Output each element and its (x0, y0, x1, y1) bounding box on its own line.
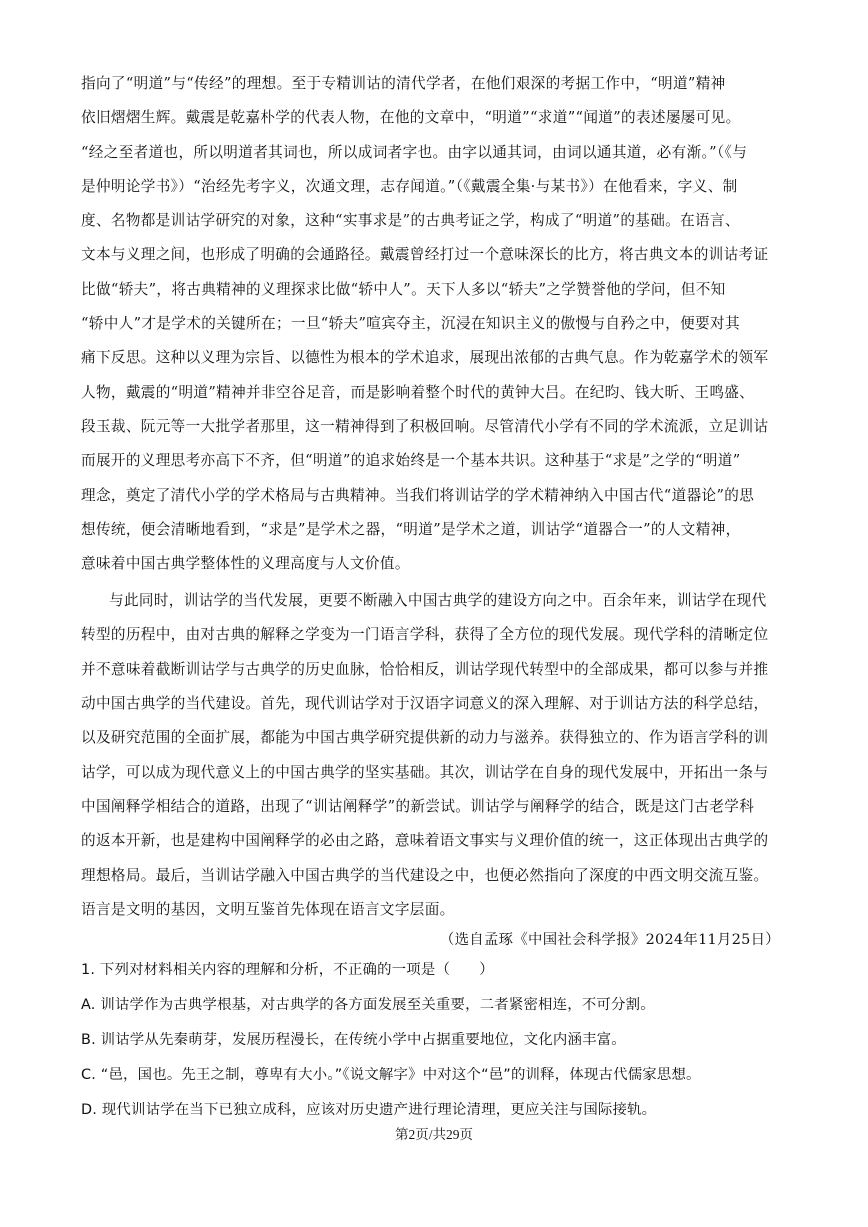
body-line: 比做“轿夫”，将古典精神的义理探求比做“轿中人”。天下人多以“轿夫”之学赞誉他的学问，但不知 (81, 281, 726, 298)
source-citation: （选自孟琢《中国社会科学报》2024年11月25日） (439, 932, 780, 948)
body-line: 动中国古典学的当代建设。首先，现代训诂学对于汉语字词意义的深入理解、对于训诂方法的科学总结， (81, 695, 769, 712)
body-line: 转型的历程中，由对古典的解释之学变为一门语言学科，获得了全方位的现代发展。现代学科的清晰定位 (81, 626, 769, 643)
body-line: 理念，奠定了清代小学的学术格局与古典精神。当我们将训诂学的学术精神纳入中国古代“道器论”的思 (81, 487, 755, 504)
option-b: B. 训诂学从先秦萌芽，发展历程漫长，在传统小学中占据重要地位，文化内涵丰富。 (81, 1032, 626, 1048)
body-line: 痛下反思。这种以义理为宗旨、以德性为根本的学术追求，展现出浓郁的古典气息。作为乾嘉学术的领军 (81, 349, 769, 366)
body-line: 与此同时，训诂学的当代发展，更要不断融入中国古典学的建设方向之中。百余年来，训诂学在现代 (109, 592, 767, 609)
body-line: 并不意味着截断训诂学与古典学的历史血脉，恰恰相反，训诂学现代转型中的全部成果，都可以参与并推 (81, 661, 769, 678)
page-footer: 第2页/共29页 (394, 1127, 473, 1142)
body-line: 以及研究范围的全面扩展，都能为中国古典学研究提供新的动力与滋养。获得独立的、作为语言学科的训 (81, 729, 769, 746)
body-line: 中国阐释学相结合的道路，出现了“训诂阐释学”的新尝试。训诂学与阐释学的结合，既是这门古老学科 (81, 798, 755, 815)
body-line: 理想格局。最后，当训诂学融入中国古典学的当代建设之中，也便必然指向了深度的中西文明交流互鉴。 (81, 867, 769, 884)
body-line: 度、名物都是训诂学研究的对象，这种“实事求是”的古典考证之学，构成了“明道”的基础。在语言、 (81, 212, 740, 229)
option-d: D. 现代训诂学在当下已独立成科，应该对历史遗产进行理论清理，更应关注与国际接轨。 (81, 1102, 657, 1118)
option-c: C. “邑，国也。先王之制，尊卑有大小。”《说文解字》中对这个“邑”的训释，体现古代儒家思想。 (81, 1067, 701, 1083)
body-line: 而展开的义理思考亦高下不齐，但“明道”的追求始终是一个基本共识。这种基于“求是”之学的“明道” (81, 452, 741, 469)
body-line: 人物，戴震的“明道”精神并非空谷足音，而是影响着整个时代的黄钟大吕。在纪昀、钱大昕、王鸣盛、 (81, 384, 755, 401)
body-line: 指向了“明道”与“传经”的理想。至于专精训诂的清代学者，在他们艰深的考据工作中，“明道”精神 (81, 75, 726, 92)
body-line: 的返本开新，也是建构中国阐释学的必由之路，意味着语文事实与义理价值的统一，这正体现出古典学的 (81, 832, 769, 849)
body-line: 意味着中国古典学整体性的义理高度与人文价值。 (81, 555, 410, 572)
body-line: 文本与义理之间，也形成了明确的会通路径。戴震曾经打过一个意味深长的比方，将古典文本的训诂考证 (81, 246, 769, 263)
body-line: 想传统，便会清晰地看到，“求是”是学术之器，“明道”是学术之道，训诂学“道器合一”的人文精神， (81, 521, 741, 538)
body-line: 是仲明论学书》）“治经先考字义，次通文理，志存闻道。”（《戴震全集·与某书》）在他看来，字义、制 (81, 178, 738, 195)
body-line: 依旧熠熠生辉。戴震是乾嘉朴学的代表人物，在他的文章中，“明道”“求道”“闻道”的表述屡屡可见。 (81, 109, 741, 126)
option-a: A. 训诂学作为古典学根基，对古典学的各方面发展至关重要，二者紧密相连，不可分割。 (81, 997, 655, 1013)
body-line: “经之至者道也，所以明道者其词也，所以成词者字也。由字以通其词，由词以通其道，必有渐。”（《与 (81, 144, 748, 161)
body-line: 诂学，可以成为现代意义上的中国古典学的坚实基础。其次，训诂学在自身的现代发展中，开拓出一条与 (81, 764, 769, 781)
body-line: 段玉裁、阮元等一大批学者那里，这一精神得到了积极回响。尽管清代小学有不同的学术流派，立足训诂 (81, 418, 769, 435)
body-line: “轿中人”才是学术的关键所在；一旦“轿夫”喧宾夺主，沉浸在知识主义的傲慢与自矜之中，便要对其 (81, 315, 740, 332)
question-stem: 1. 下列对材料相关内容的理解和分析，不正确的一项是（ ） (81, 962, 494, 978)
body-line: 语言是文明的基因，文明互鉴首先体现在语言文字层面。 (81, 901, 455, 918)
